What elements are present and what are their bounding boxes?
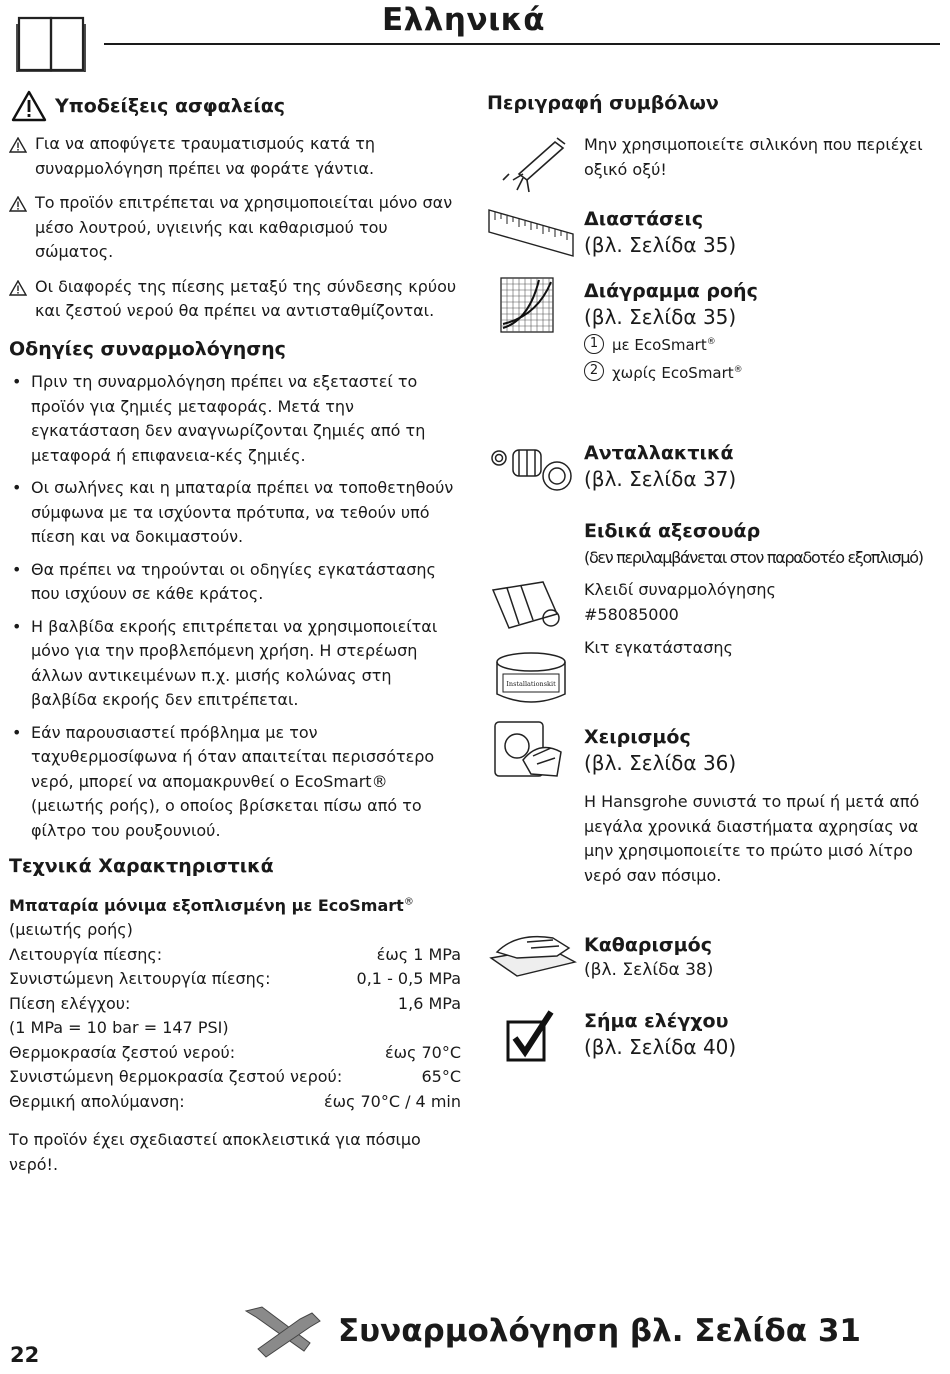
assembly-item-text: Θα πρέπει να τηρούνται οι οδηγίες εγκατάστασης που ισχύουν σε κάθε κράτος. xyxy=(31,559,436,604)
spec-label: Συνιστώμενη λειτουργία πίεσης: xyxy=(9,969,271,989)
assembly-item-text: Οι σωλήνες και η μπαταρία πρέπει να τοποθετηθούν σύμφωνα με τα ισχύοντα πρότυπα, να τεθούν υπό πίεση και να δοκιμαστούν. xyxy=(31,478,454,547)
operation-text: Η Hansgrohe συνιστά το πρωί ή μετά από μεγάλα χρονικά διαστήματα αχρησίας να μην χρησιμοποιείτε το πρώτο μισό λίτρο νερό σαν πόσιμο. xyxy=(584,792,920,885)
accessories-block xyxy=(584,518,942,661)
technical-title: Τεχνικά Χαρακτηριστικά xyxy=(9,855,274,878)
spec-label: Θερμοκρασία ζεστού νερού: xyxy=(9,1042,236,1062)
operation-ref: (βλ. Σελίδα 36) xyxy=(584,751,737,775)
spec-row xyxy=(9,967,461,992)
safety-title: Υποδείξεις ασφαλείας xyxy=(55,94,286,117)
technical-subtitle-note: (μειωτής ροής) xyxy=(9,920,133,940)
accessories-note: (δεν περιλαμβάνεται στον παραδοτέο εξοπλισμό) xyxy=(584,548,923,567)
hand-operation-icon xyxy=(493,718,567,780)
spec-row xyxy=(9,943,461,968)
spec-label: Συνιστώμενη θερμοκρασία ζεστού νερού: xyxy=(9,1067,343,1087)
accessories-item-1-code: #58085000 xyxy=(584,604,679,624)
list-item xyxy=(9,191,461,265)
flow-option-1-label: με EcoSmart xyxy=(612,336,707,354)
assembly-key-icon xyxy=(487,576,577,638)
drinking-water-note: Το προϊόν έχει σχεδιαστεί αποκλειστικά για πόσιμο νερό!. xyxy=(9,1130,421,1174)
list-item xyxy=(9,370,461,468)
safety-list xyxy=(9,132,461,324)
dimensions-title: Διαστάσεις xyxy=(584,208,704,230)
assembly-item-text: Η βαλβίδα εκροής επιτρέπεται να χρησιμοποιείται μόνο για την προβλεπόμενη χρήση. Η στερέωση άλλων αντικειμένων π.χ. μισής κολώνας στη βαλβίδα εκροής δεν επιτρέπεται. xyxy=(31,616,438,710)
accessories-item-2: Κιτ εγκατάστασης xyxy=(584,638,733,657)
spec-label: (1 MPa = 10 bar = 147 PSI) xyxy=(9,1018,229,1038)
list-item xyxy=(9,132,461,181)
spec-row xyxy=(9,1065,461,1090)
footer-title: Συναρμολόγηση βλ. Σελίδα 31 xyxy=(338,1313,861,1349)
safety-item-text: Το προϊόν επιτρέπεται να χρησιμοποιείται μόνο σαν μέσο λουτρού, υγιεινής και καθαρισμού του σώματος. xyxy=(35,193,453,261)
operation-block xyxy=(584,724,942,888)
cleaning-cloth-icon xyxy=(487,928,579,980)
bullet-icon: • xyxy=(12,616,22,636)
spec-value: έως 70°C xyxy=(384,1042,461,1062)
cleaning-block xyxy=(584,932,942,983)
warning-icon xyxy=(9,137,27,153)
silicone-warning: Μην χρησιμοποιείτε σιλικόνη που περιέχει οξικό οξύ! xyxy=(584,135,923,179)
right-column xyxy=(487,92,942,1092)
registered-mark: ® xyxy=(706,337,716,347)
dimensions-block xyxy=(584,206,942,258)
registered-mark: ® xyxy=(733,364,743,375)
technical-subtitle-text: Μπαταρία μόνιμα εξοπλισμένη με EcoSmart xyxy=(9,896,404,916)
circled-number-icon: 2 xyxy=(584,361,604,381)
assembly-title: Οδηγίες συναρμολόγησης xyxy=(9,337,286,360)
page-number: 22 xyxy=(10,1343,40,1367)
flow-ref: (βλ. Σελίδα 35) xyxy=(584,305,737,329)
assembly-item-text: Εάν παρουσιαστεί πρόβλημα με τον ταχυθερμοσίφωνα ή όταν απαιτείται περισσότερο νερό, μπορεί να απομακρυνθεί ο EcoSmart® (μειωτής ροής), ο οποίος βρίσκεται πίσω από το φίλτρο του ρουξουνιού. xyxy=(31,722,435,840)
list-item xyxy=(9,476,461,550)
flow-option-2 xyxy=(584,358,942,386)
spares-block xyxy=(584,440,942,492)
spares-title: Ανταλλακτικά xyxy=(584,442,734,464)
bullet-icon: • xyxy=(12,722,22,742)
warning-icon xyxy=(11,90,47,122)
safety-heading xyxy=(11,90,461,122)
spec-row xyxy=(9,1016,461,1041)
spec-value: έως 1 MPa xyxy=(376,944,461,964)
installation-kit-icon xyxy=(491,650,571,708)
spec-table xyxy=(9,943,461,1115)
spec-value: 1,6 MPa xyxy=(397,993,461,1013)
technical-subtitle xyxy=(9,894,461,918)
spec-label: Λειτουργία πίεσης: xyxy=(9,944,163,964)
check-block xyxy=(584,1008,942,1060)
circled-number-icon: 1 xyxy=(584,334,604,354)
warning-icon xyxy=(9,196,27,212)
flow-block xyxy=(584,278,942,385)
accessories-item-1: Κλειδί συναρμολόγησης xyxy=(584,580,776,599)
flow-title: Διάγραμμα ροής xyxy=(584,280,758,302)
bullet-icon: • xyxy=(12,559,22,579)
assembly-item-text: Πριν τη συναρμολόγηση πρέπει να εξεταστεί το προϊόν για ζημιές μεταφοράς. Μετά την εγκατάσταση δεν αναγνωρίζονται ζημιές από τη μεταφορά ή επιφανεια-κές ζημιές. xyxy=(31,372,426,465)
spare-parts-icon xyxy=(487,436,579,496)
spec-row xyxy=(9,1041,461,1066)
operation-title: Χειρισμός xyxy=(584,726,691,748)
bullet-icon: • xyxy=(12,372,22,392)
spec-row xyxy=(9,1090,461,1115)
spec-value: έως 70°C / 4 min xyxy=(323,1091,461,1111)
flow-option-1 xyxy=(584,330,942,358)
ruler-icon xyxy=(487,206,575,258)
left-column xyxy=(9,90,461,1177)
dimensions-ref: (βλ. Σελίδα 35) xyxy=(584,233,737,257)
cleaning-title: Καθαρισμός xyxy=(584,934,712,956)
symbols-title: Περιγραφή συμβόλων xyxy=(487,92,719,114)
flow-chart-icon xyxy=(499,276,555,334)
spec-label: Θερμική απολύμανση: xyxy=(9,1091,185,1111)
spec-value: 0,1 - 0,5 MPa xyxy=(356,969,461,989)
tin-label: Installationskit xyxy=(506,680,556,688)
list-item xyxy=(9,615,461,713)
silicone-gun-icon xyxy=(499,134,569,194)
list-item xyxy=(9,558,461,607)
check-mark-icon xyxy=(505,1008,557,1064)
spec-label: Πίεση ελέγχου: xyxy=(9,993,131,1013)
list-item xyxy=(9,721,461,844)
registered-mark: ® xyxy=(403,896,414,908)
bullet-icon: • xyxy=(12,478,22,498)
flow-option-2-label: χωρίς EcoSmart xyxy=(612,363,734,382)
spec-value: 65°C xyxy=(421,1067,461,1087)
check-title: Σήμα ελέγχου xyxy=(584,1010,729,1032)
page-title: Ελληνικά xyxy=(382,2,545,38)
header-rule xyxy=(104,43,940,45)
book-icon xyxy=(16,14,86,72)
accessories-title: Ειδικά αξεσουάρ xyxy=(584,520,761,542)
cleaning-ref: (βλ. Σελίδα 38) xyxy=(584,960,714,980)
safety-item-text: Για να αποφύγετε τραυματισμούς κατά τη συναρμολόγηση πρέπει να φοράτε γάντια. xyxy=(35,134,376,178)
wrench-icon xyxy=(240,1303,324,1361)
list-item xyxy=(9,275,461,324)
check-ref: (βλ. Σελίδα 40) xyxy=(584,1035,737,1059)
warning-icon xyxy=(9,280,27,296)
spec-row xyxy=(9,992,461,1017)
spares-ref: (βλ. Σελίδα 37) xyxy=(584,467,737,491)
safety-item-text: Οι διαφορές της πίεσης μεταξύ της σύνδεσης κρύου και ζεστού νερού θα πρέπει να αντισταθμίζονται. xyxy=(35,276,457,320)
assembly-list xyxy=(9,370,461,843)
